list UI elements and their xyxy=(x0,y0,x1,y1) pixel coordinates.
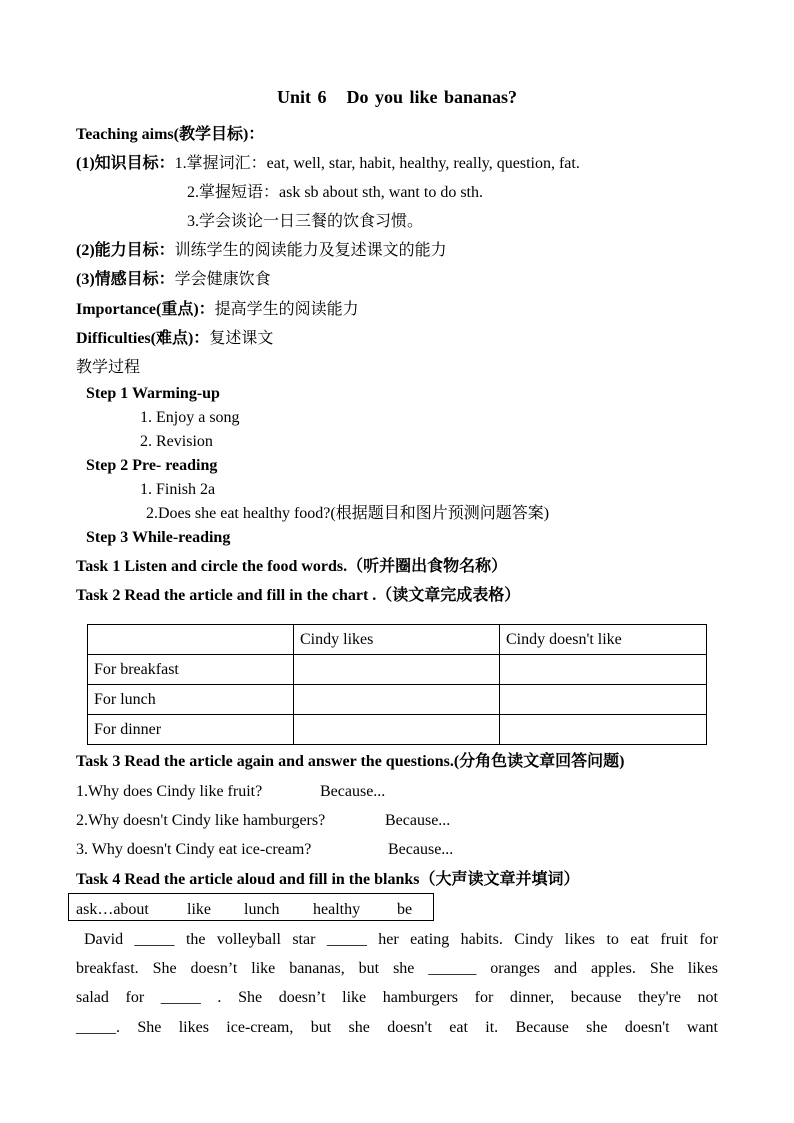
emotion-aim-row xyxy=(76,270,271,290)
word-bank-item: ask…about xyxy=(76,901,149,918)
importance-text: 提高学生的阅读能力 xyxy=(214,301,359,318)
knowledge-aim-label: (1)知识目标： xyxy=(76,155,175,172)
unit-question: Do you like bananas? xyxy=(346,87,518,107)
knowledge-aim-item-1: 1.掌握词汇：eat, well, star, habit, healthy, really, question, fat. xyxy=(174,155,580,172)
ability-aim-row xyxy=(76,241,447,261)
task1-title: Task 1 Listen and circle the food words.（听并圈出食物名称） xyxy=(76,558,508,575)
table-header-cell xyxy=(88,625,294,655)
answer-3: Because... xyxy=(388,841,454,858)
knowledge-aim-item-3: 3.学会谈论一日三餐的饮食习惯。 xyxy=(187,213,424,230)
blank-cell[interactable] xyxy=(294,715,500,745)
word-bank-item: be xyxy=(397,901,413,918)
word-bank-box xyxy=(68,893,434,921)
word-bank-item: lunch xyxy=(244,901,280,918)
question-1: 1.Why does Cindy like fruit? xyxy=(76,783,263,800)
knowledge-aim-item-2: 2.掌握短语：ask sb about sth, want to do sth. xyxy=(187,184,483,201)
step2-title: Step 2 Pre- reading xyxy=(86,457,218,474)
page-title xyxy=(0,87,794,108)
passage-line-4: _____. She likes ice-cream, but she doesn't eat it. Because she doesn't want xyxy=(76,1019,718,1036)
importance-label: Importance(重点)： xyxy=(76,301,215,318)
difficulties-label: Difficulties(难点)： xyxy=(76,330,210,347)
ability-aim-label: (2)能力目标： xyxy=(76,242,175,259)
knowledge-aim-row xyxy=(76,154,580,174)
importance-row xyxy=(76,300,359,320)
row-label-dinner: For dinner xyxy=(88,715,294,745)
passage-line-1: David _____ the volleyball star _____ her eating habits. Cindy likes to eat fruit for xyxy=(84,931,718,948)
step2-item-1: 1. Finish 2a xyxy=(140,481,216,498)
unit-number: Unit 6 xyxy=(276,87,327,107)
blank-cell[interactable] xyxy=(500,715,707,745)
answer-2: Because... xyxy=(385,812,451,829)
answer-1: Because... xyxy=(320,783,386,800)
task2-title: Task 2 Read the article and fill in the chart .（读文章完成表格） xyxy=(76,587,521,604)
table-header-cell: Cindy doesn't like xyxy=(500,625,707,655)
blank-cell[interactable] xyxy=(294,685,500,715)
blank-cell[interactable] xyxy=(500,655,707,685)
word-bank-item: healthy xyxy=(313,901,361,918)
table-row xyxy=(88,715,707,745)
step3-title: Step 3 While-reading xyxy=(86,529,231,546)
table-row xyxy=(88,685,707,715)
passage-line-2: breakfast. She doesn’t like bananas, but she ______ oranges and apples. She likes xyxy=(76,960,718,977)
passage-line-3: salad for _____ . She doesn’t like hamburgers for dinner, because they're not xyxy=(76,989,718,1006)
emotion-aim-label: (3)情感目标： xyxy=(76,271,175,288)
step2-item-2: 2.Does she eat healthy food?(根据题目和图片预测问题答案) xyxy=(146,505,550,522)
blank-cell[interactable] xyxy=(500,685,707,715)
step1-item-1: 1. Enjoy a song xyxy=(140,409,240,426)
difficulties-text: 复述课文 xyxy=(209,330,274,347)
table-row xyxy=(88,655,707,685)
word-bank-item: like xyxy=(187,901,211,918)
step1-title: Step 1 Warming-up xyxy=(86,385,220,402)
row-label-lunch: For lunch xyxy=(88,685,294,715)
task4-title: Task 4 Read the article aloud and fill in the blanks（大声读文章并填词） xyxy=(76,871,580,888)
question-3: 3. Why doesn't Cindy eat ice-cream? xyxy=(76,841,312,858)
process-heading: 教学过程 xyxy=(76,359,141,376)
row-label-breakfast: For breakfast xyxy=(88,655,294,685)
table-header-row xyxy=(88,625,707,655)
table-header-cell: Cindy likes xyxy=(294,625,500,655)
difficulties-row xyxy=(76,329,273,349)
emotion-aim-text: 学会健康饮食 xyxy=(174,271,271,288)
ability-aim-text: 训练学生的阅读能力及复述课文的能力 xyxy=(174,242,447,259)
question-2: 2.Why doesn't Cindy like hamburgers? xyxy=(76,812,326,829)
teaching-aims-heading: Teaching aims(教学目标)： xyxy=(76,126,265,143)
step1-item-2: 2. Revision xyxy=(140,433,213,450)
task3-title: Task 3 Read the article again and answer the questions.(分角色读文章回答问题) xyxy=(76,753,625,770)
blank-cell[interactable] xyxy=(294,655,500,685)
food-chart-table xyxy=(87,624,707,745)
